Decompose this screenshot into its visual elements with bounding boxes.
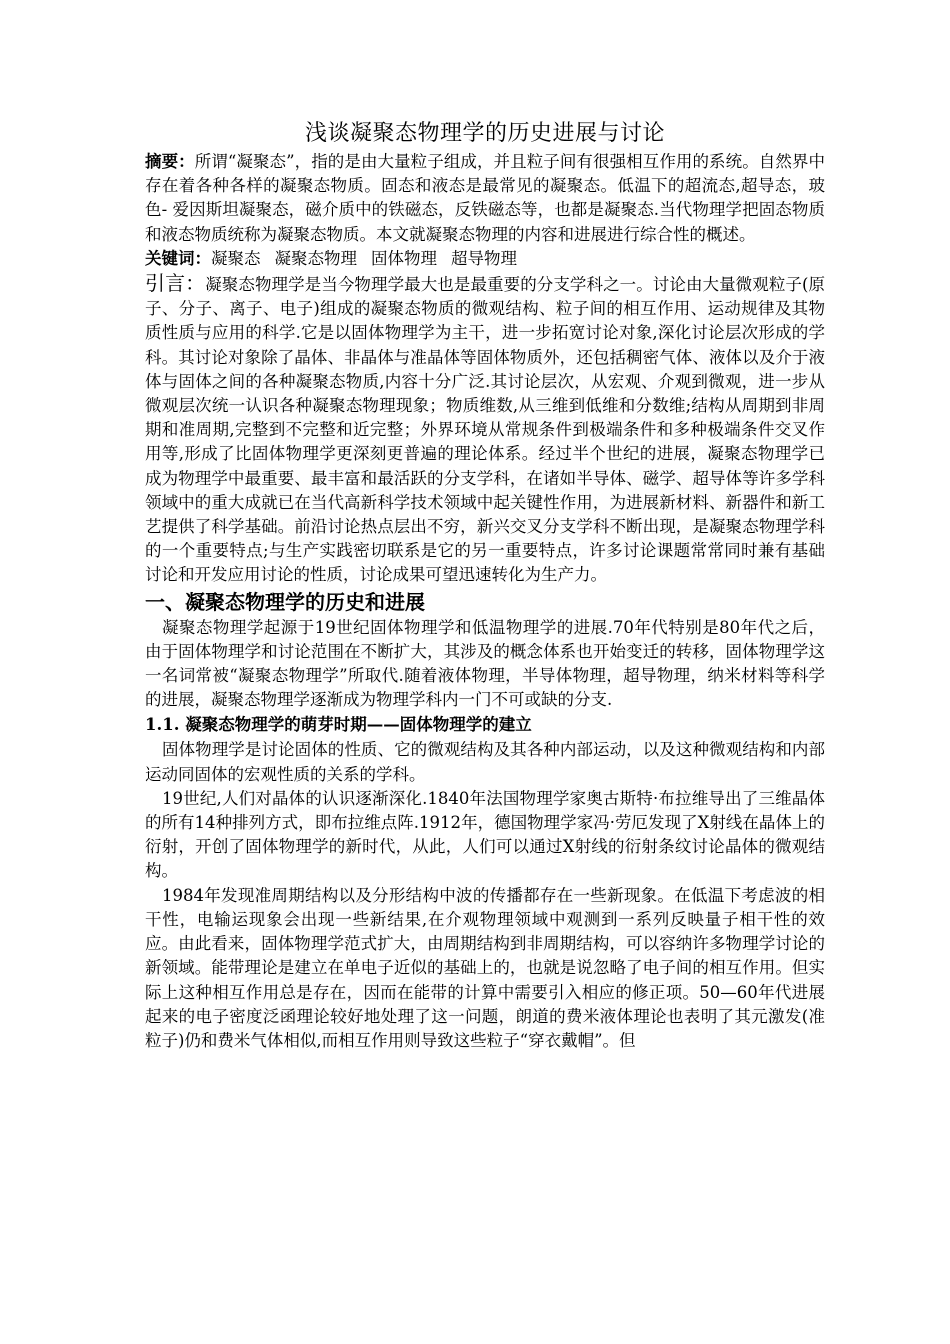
document-body	[145, 118, 825, 1053]
section-heading: 一、凝聚态物理学的历史和进展	[145, 589, 425, 614]
abstract-paragraph	[145, 150, 825, 247]
intro-label: 引言：	[145, 271, 206, 296]
keywords-line	[145, 247, 825, 271]
intro-text: 凝聚态物理学是当今物理学最大也是最重要的分支学科之一。讨论由大量微观粒子(原子、分子、离子、电子)组成的凝聚态物质的微观结构、粒子间的相互作用、运动规律及其物质性质与应用的科学.它是以固体物理学为主干，进一步拓宽讨论对象,深化讨论层次形成的学科。其讨论对象除了晶体、非晶体与准晶体等固体物质外，还包括稠密气体、液体以及介于液体与固体之间的各种凝聚态物质,内容十分广泛.其讨论层次，从宏观、介观到微观，进一步从微观层次统一认识各种凝聚态物理现象；物质维数,从三维到低维和分数维;结构从周期到非周期和准周期,完整到不完整和近完整；外界环境从常规条件到极端条件和多种极端条件交叉作用等,形成了比固体物理学更深刻更普遍的理论体系。经过半个世纪的进展，凝聚态物理学已成为物理学中最重要、最丰富和最活跃的分支学科，在诸如半导体、磁学、超导体等许多学科领域中的重大成就已在当代高新科学技术领域中起关键性作用，为进展新材料、新器件和新工艺提供了科学基础。前沿讨论热点层出不穷，新兴交叉分支学科不断出现，是凝聚态物理学科的一个重要特点;与生产实践密切联系是它的另一重要特点，许多讨论课题常常同时兼有基础讨论和开发应用讨论的性质，讨论成果可望迅速转化为生产力。	[145, 275, 826, 585]
body-paragraph: 19世纪,人们对晶体的认识逐渐深化.1840年法国物理学家奥古斯特·布拉维导出了三维晶体的所有14种排列方式，即布拉维点阵.1912年，德国物理学家冯·劳厄发现了X射线在晶体上的衍射，开创了固体物理学的新时代，从此，人们可以通过X射线的衍射条纹讨论晶体的微观结构。	[145, 788, 825, 881]
document-title: 浅谈凝聚态物理学的历史进展与讨论	[304, 121, 665, 146]
body-paragraph: 1984年发现准周期结构以及分形结构中波的传播都存在一些新现象。在低温下考虑波的相干性，电输运现象会出现一些新结果,在介观物理领域中观测到一系列反映量子相干性的效应。由此看来，固体物理学范式扩大，由周期结构到非周期结构，可以容纳许多物理学讨论的新领域。能带理论是建立在单电子近似的基础上的，也就是说忽略了电子间的相互作用。但实际上这种相互作用总是存在，因而在能带的计算中需要引入相应的修正项。50—60年代进展起来的电子密度泛函理论较好地处理了这一问题，朗道的费米液体理论也表明了其元激发(准粒子)仍和费米气体相似,而相互作用则导致这些粒子“穿衣戴帽”。但	[145, 885, 825, 1050]
abstract-label: 摘要：	[145, 152, 195, 171]
keyword: 凝聚态物理	[274, 248, 357, 268]
keyword: 凝聚态	[211, 248, 261, 268]
section-paragraph: 凝聚态物理学起源于19世纪固体物理学和低温物理学的进展.70年代特别是80年代之后， 由于固体物理学和讨论范围在不断扩大，其涉及的概念体系也开始变迁的转移，固体物理学这一名词常被“凝聚态物理学”所取代.随着液体物理，半导体物理，超导物理，纳米材料等科学的进展，凝聚态物理学逐渐成为物理学科内一门不可或缺的分支.	[145, 617, 825, 710]
keyword: 固体物理	[371, 248, 437, 268]
keyword: 超导物理	[451, 248, 517, 268]
abstract-text: 所谓“凝聚态”，指的是由大量粒子组成，并且粒子间有很强相互作用的系统。自然界中存在着各种各样的凝聚态物质。固态和液态是最常见的凝聚态。低温下的超流态,超导态，玻色- 爱因斯坦凝聚态，磁介质中的铁磁态，反铁磁态等，也都是凝聚态.当代物理学把固态物质和液态物质统称为凝聚态物质。本文就凝聚态物理的内容和进展进行综合性的概述。	[145, 152, 826, 244]
subsection-heading: 1.1. 凝聚态物理学的萌芽时期——固体物理学的建立	[145, 715, 532, 735]
keywords-label: 关键词：	[145, 248, 211, 268]
intro-paragraph	[145, 271, 825, 588]
body-paragraph: 固体物理学是讨论固体的性质、它的微观结构及其各种内部运动，以及这种微观结构和内部运动同固体的宏观性质的关系的学科。	[145, 740, 825, 784]
